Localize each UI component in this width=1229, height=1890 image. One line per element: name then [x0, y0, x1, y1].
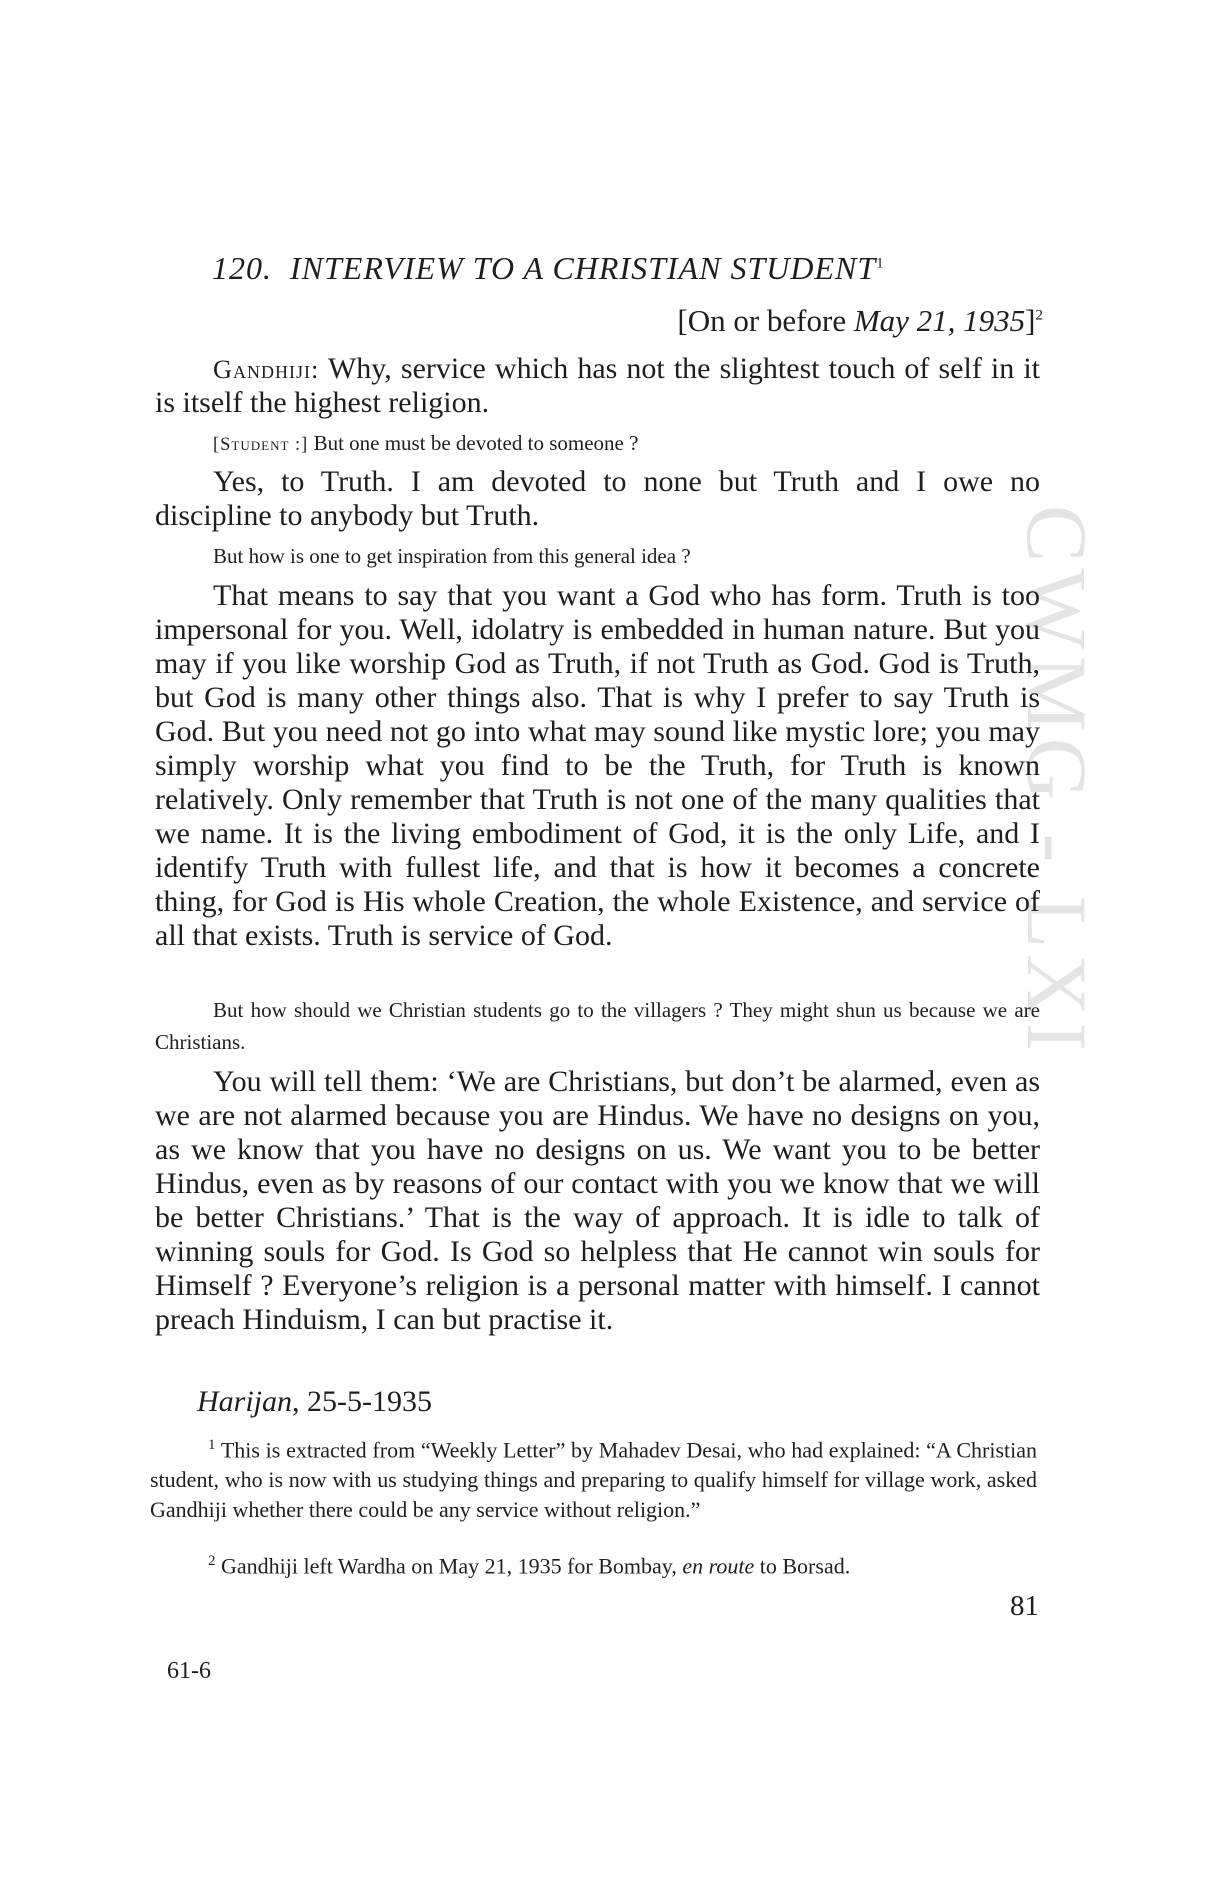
answer-3: You will tell them: ‘We are Christians, but don’t be alarmed, even as we are not alarmed because you are Hindus. We have no designs on you, as we know that you have no designs on us. We want you to be better Hindus, even as by reasons of our contact with you we know that we will be better Christians.’ That is the way of approach. It is idle to talk of winning souls for God. Is God so helpless that He cannot win souls for Himself ? Everyone’s religion is a personal matter with himself. I cannot preach Hinduism, I can but practise it.: [155, 1065, 1040, 1336]
source-date: , 25-5-1935: [292, 1385, 432, 1418]
footnote-2-text-end: to Borsad.: [754, 1553, 851, 1579]
answer-1: Yes, to Truth. I am devoted to none but Truth and I owe no discipline to anybody but Truth.: [155, 465, 1040, 532]
footnote-2-text: Gandhiji left Wardha on May 21, 1935 for Bombay,: [215, 1553, 683, 1579]
speaker-gandhiji: Gandhiji:: [213, 354, 320, 384]
dateline: [677, 303, 1043, 339]
speaker-student: [Student :]: [213, 434, 309, 454]
signature-mark: 61-6: [167, 1658, 211, 1684]
footnote-1-text: This is extracted from “Weekly Letter” by Mahadev Desai, who had explained: “A Christian student, who is now with us studying things and preparing to qualify himself for village work, asked Gandhiji whether there could be any service without religion.”: [150, 1437, 1037, 1523]
title-footnote-mark: 1: [876, 255, 884, 272]
question-3: But how should we Christian students go to the villagers ? They might shun us because we are Christians.: [155, 998, 1040, 1054]
article-title: [212, 250, 884, 287]
article-title-text: INTERVIEW TO A CHRISTIAN STUDENT: [290, 250, 877, 286]
watermark: CWMG - LXI: [1009, 505, 1105, 1058]
footnote-2: [150, 1546, 1037, 1581]
dateline-prefix: [On or before: [677, 303, 847, 338]
paragraph-gandhiji-1: [155, 352, 1040, 420]
page-number: 81: [1010, 1590, 1039, 1622]
article-number: 120.: [212, 250, 272, 286]
answer-2: That means to say that you want a God who has form. Truth is too impersonal for you. Well, idolatry is embedded in human nature. But you may if you like worship God as Truth, if not Truth as God. God is Truth, but God is many other things also. That is why I prefer to say Truth is God. But you need not go into what may sound like mystic lore; you may simply worship what you find to be the Truth, for Truth is known relatively. Only remember that Truth is not one of the many qualities that we name. It is the living embodiment of God, it is the only Life, and I identify Truth with fullest life, and that is how it becomes a concrete thing, for God is His whole Creation, the whole Existence, and service of all that exists. Truth is service of God.: [155, 579, 1040, 952]
footnote-1-mark: 1: [208, 1437, 216, 1453]
footnote-2-italic: en route: [682, 1553, 755, 1579]
dateline-suffix: ]: [1025, 303, 1036, 338]
dateline-footnote-mark: 2: [1035, 307, 1043, 324]
question-2: But how is one to get inspiration from this general idea ?: [213, 544, 691, 568]
footnote-1: [150, 1430, 1037, 1525]
paragraph-text: But one must be devoted to someone ?: [308, 431, 639, 455]
paragraph-text: Why, service which has not the slightest touch of self in it is itself the highest religion.: [155, 352, 1040, 419]
source-citation: [197, 1385, 432, 1419]
footnote-2-mark: 2: [208, 1553, 216, 1569]
paragraph-student-1: [155, 427, 1040, 460]
source-publication: Harijan: [197, 1385, 293, 1418]
dateline-date: May 21, 1935: [853, 303, 1026, 338]
